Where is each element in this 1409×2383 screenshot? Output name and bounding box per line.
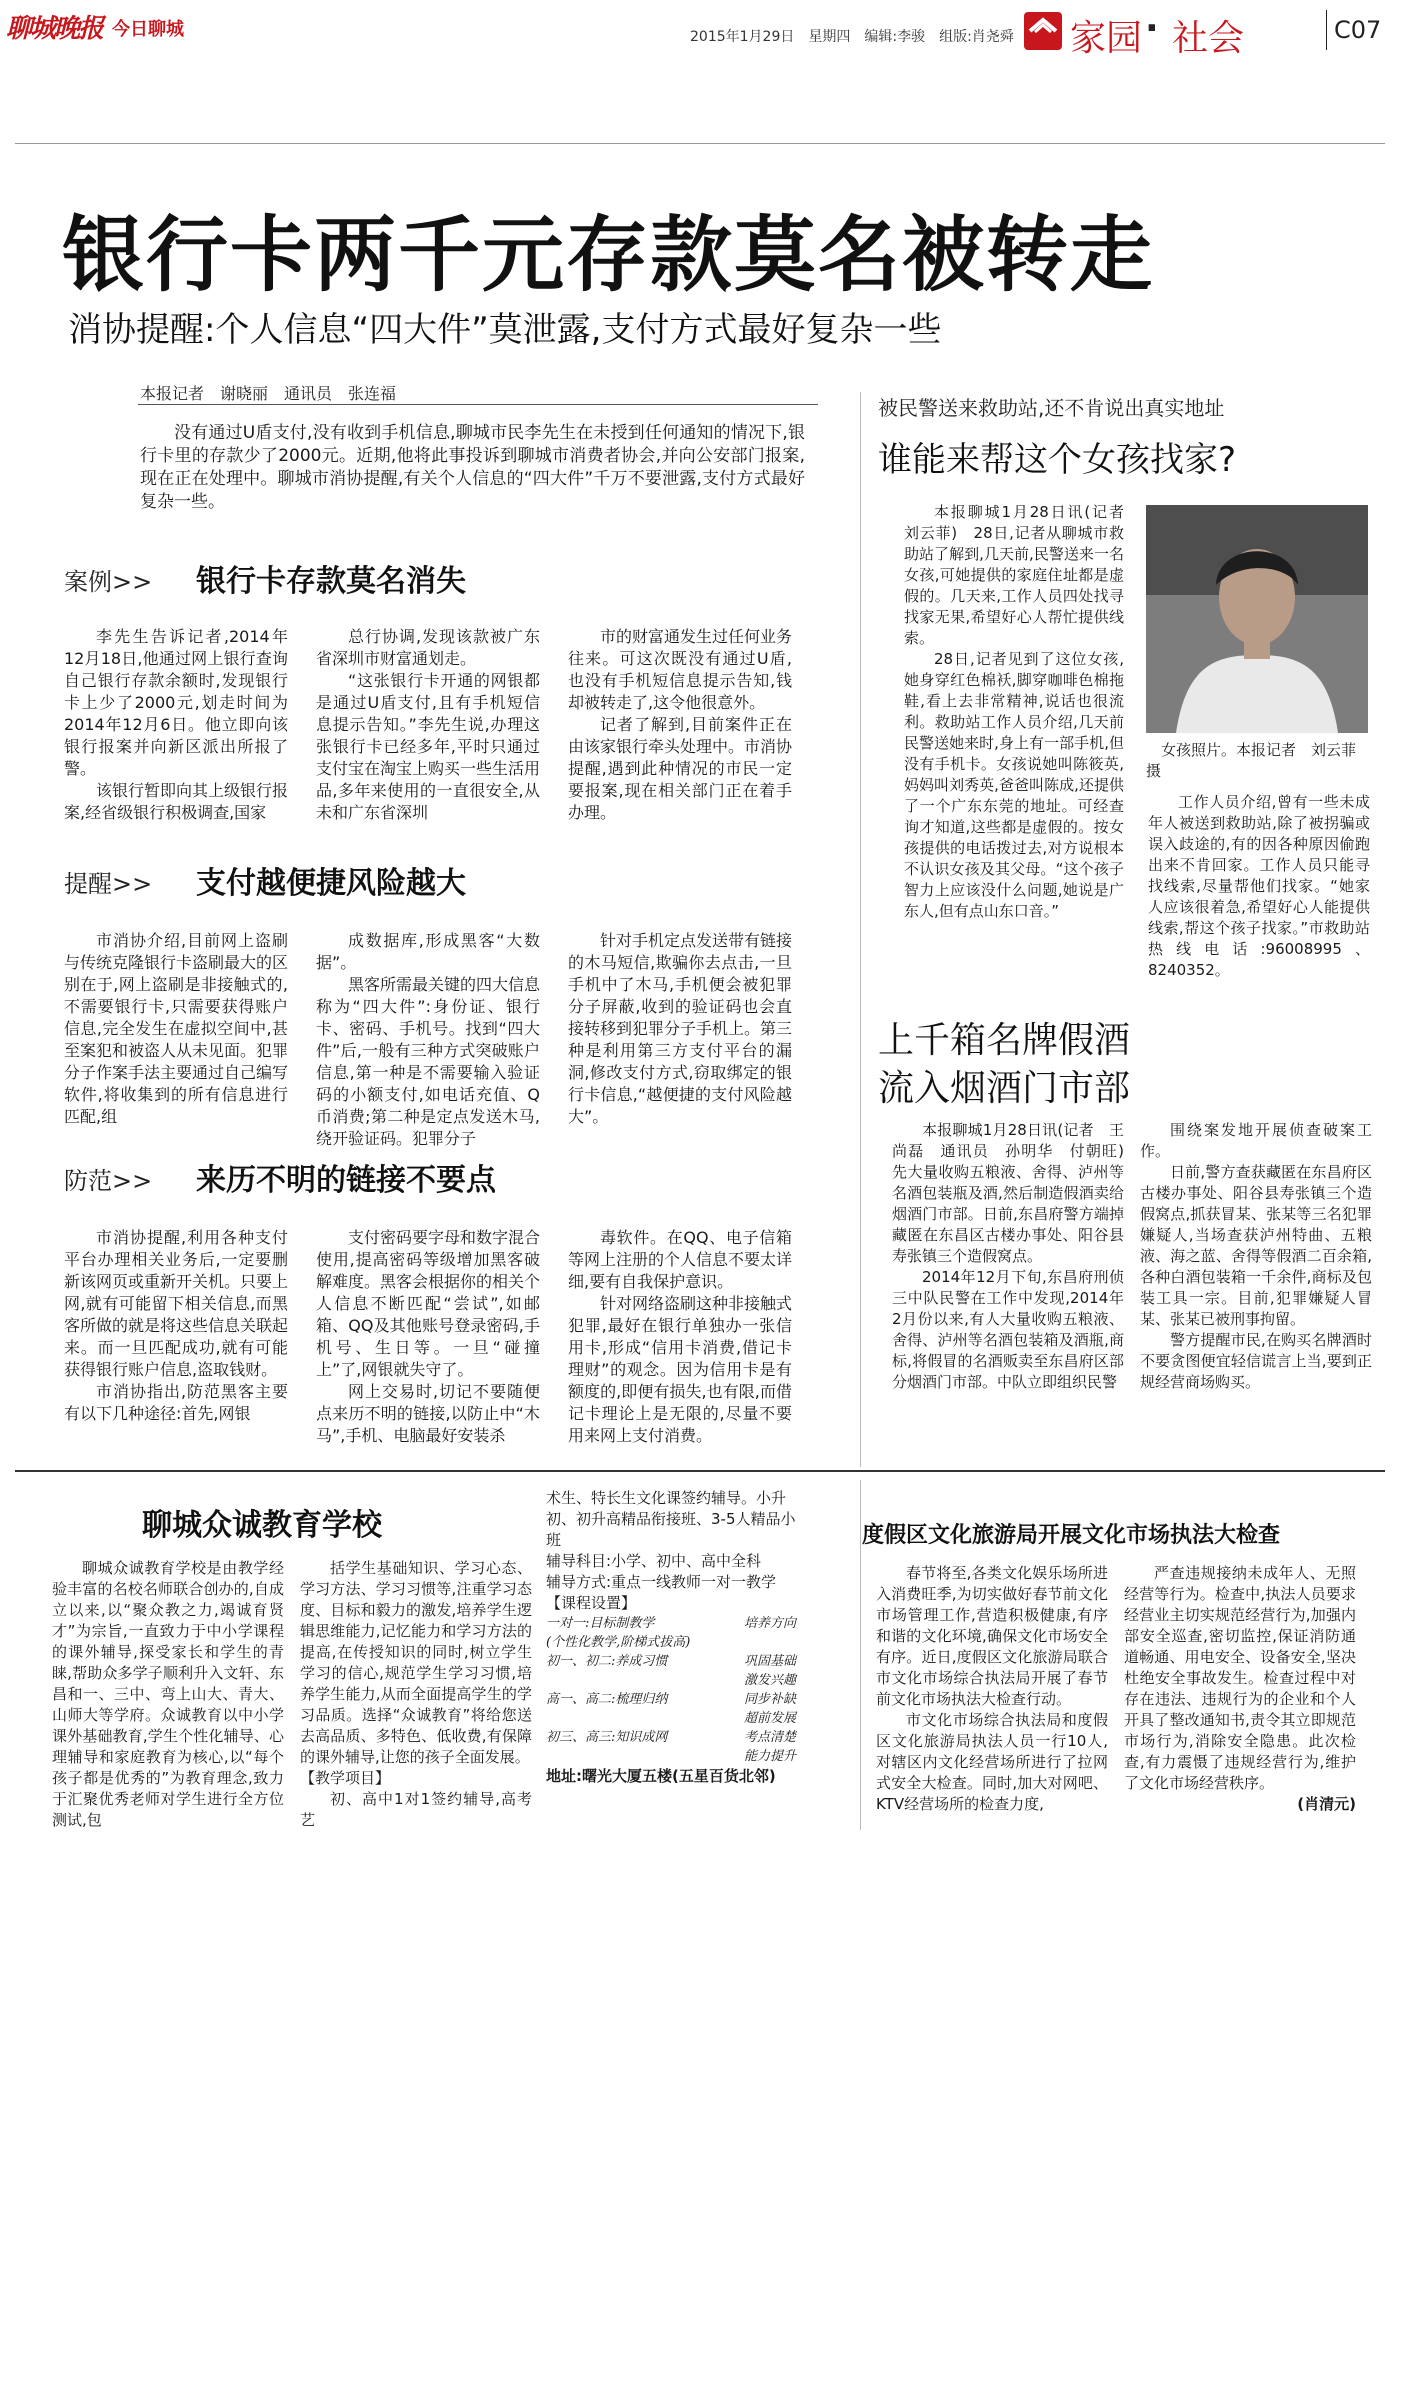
column-divider bbox=[860, 1480, 861, 1830]
newspaper-logo: 聊城晚报 bbox=[6, 14, 103, 44]
subheadline: 消协提醒:个人信息“四大件”莫泄露,支付方式最好复杂一些 bbox=[68, 310, 942, 350]
article-column bbox=[1140, 1120, 1372, 1460]
story-title: 度假区文化旅游局开展文化市场执法大检查 bbox=[862, 1523, 1281, 1548]
paragraph: 28日,记者见到了这位女孩,她身穿红色棉袄,脚穿咖啡色棉拖鞋,看上去非常精神,说话也很流利。救助站工作人员介绍,几天前民警送她来时,身上有一部手机,但没有手机卡。女孩说她叫陈筱英,妈妈叫刘秀英,爸爸叫陈成,还提供了一个广东东莞的地址。可经查询才知道,这些都是虚假的。按女孩提供的电话拨过去,对方说根本不认识女孩及其父母。“这个孩子智力上应该没什么问题,她说是广东人,但有点山东口音。” bbox=[904, 650, 1124, 920]
liquor-story bbox=[878, 1012, 1388, 1472]
page-name: 今日聊城 bbox=[112, 19, 184, 40]
course-cell: 高一、高二:梳理归纳 bbox=[546, 1692, 668, 1707]
article-column bbox=[1124, 1563, 1356, 1833]
masthead bbox=[0, 0, 1409, 60]
article-column bbox=[1148, 792, 1370, 1002]
article-column bbox=[316, 930, 541, 1148]
section-prevention bbox=[64, 1155, 864, 1485]
lead-paragraph: 没有通过U盾支付,没有收到手机信息,聊城市民李先生在未授到任何通知的情况下,银行卡里的存款少了2000元。近期,他将此事投诉到聊城市消费者协会,并向公安部门报案,现在正在处理中。聊城市消协提醒,有关个人信息的“四大件”千万不要泄露,支付方式最好复杂一些。 bbox=[140, 423, 805, 512]
article-column bbox=[568, 1227, 792, 1447]
course-cell: 激发兴趣 bbox=[743, 1673, 796, 1688]
section-label: 提醒>> bbox=[64, 870, 153, 898]
paragraph: 该银行暂即向其上级银行报案,经省级银行积极调查,国家 bbox=[64, 781, 289, 822]
article-column bbox=[64, 626, 288, 856]
course-row bbox=[546, 1728, 796, 1747]
course-cell: 一对一:目标制教学 bbox=[546, 1616, 655, 1631]
course-cell: 同步补缺 bbox=[743, 1692, 796, 1707]
culture-story bbox=[862, 1488, 1392, 1838]
paragraph: 市文化市场综合执法局和度假区文化旅游局执法人员一行10人,对辖区内文化经营场所进行了拉网式安全大检查。同时,加大对网吧、KTV经营场所的检查力度, bbox=[876, 1711, 1108, 1813]
course-row bbox=[546, 1709, 796, 1728]
section-logo-icon bbox=[1024, 12, 1062, 50]
course-cell: 超前发展 bbox=[743, 1711, 796, 1726]
paragraph: “这张银行卡开通的网银都是通过U盾支付,且有手机短信息提示告知。”李先生说,办理这张银行卡已经多年,平时只通过支付宝在淘宝上购买一些生活用品,多年来使用的一直很安全,从未和广东省深圳 bbox=[316, 671, 541, 822]
paragraph: 警方提醒市民,在购买名牌酒时不要贪图便宜轻信谎言上当,要到正规经营商场购买。 bbox=[1140, 1331, 1372, 1391]
story-title-line2: 流入烟酒门市部 bbox=[878, 1068, 1131, 1109]
section-title: 银行卡存款莫名消失 bbox=[196, 564, 466, 599]
course-cell: 能力提升 bbox=[743, 1749, 796, 1764]
section-dot: · bbox=[1145, 8, 1159, 49]
paragraph: 成数据库,形成黑客“大数据”。 bbox=[316, 931, 540, 972]
article-column bbox=[316, 626, 540, 856]
article-column bbox=[568, 626, 792, 856]
paragraph: 括学生基础知识、学习心态、学习方法、学习习惯等,注重学习态度、目标和毅力的激发,培养学生逻辑思维能力,记忆能力和学习方法的提高,在传授知识的同时,树立学生学习的信心,规范学生学习习惯,培养学生能力,从而全面提高学生的学习品质。选择“众诚教育”将给您送去高品质、多特色、低收费,有保障的课外辅导,让您的孩子全面发展。 bbox=[300, 1559, 532, 1766]
story-kicker: 被民警送来救助站,还不肯说出真实地址 bbox=[878, 396, 1225, 420]
section-title: 来历不明的链接不要点 bbox=[196, 1163, 496, 1198]
paragraph: 支付密码要字母和数字混合使用,提高密码等级增加黑客破解难度。黑客会根据你的相关个人信息不断匹配“尝试”,如邮箱、QQ及其他账号登录密码,手机号、生日等。一旦“碰撞上”了,网银就失守了。 bbox=[316, 1228, 541, 1379]
article-column bbox=[64, 930, 288, 1140]
ad-title: 聊城众诚教育学校 bbox=[142, 1508, 382, 1543]
article-column bbox=[892, 1120, 1140, 1460]
course-cell: 培养方向 bbox=[743, 1616, 796, 1631]
course-cell: 考点清楚 bbox=[743, 1730, 796, 1745]
course-cell: 巩固基础 bbox=[743, 1654, 796, 1669]
masthead-rule bbox=[15, 143, 1385, 144]
paragraph: 市的财富通发生过任何业务往来。可这次既没有通过U盾,也没有手机短信息提示告知,钱却被转走了,这令他很意外。 bbox=[568, 627, 793, 712]
author: (肖清元) bbox=[1297, 1795, 1356, 1813]
paragraph: 黑客所需最关键的四大信息称为“四大件”:身份证、银行卡、密码、手机号。找到“四大件”后,一般有三种方式突破账户信息,第一种是不需要输入验证码的小额支付,如电话充值、Q币消费;第二种是定点发送木马,绕开验证码。犯罪分子 bbox=[316, 975, 541, 1148]
paragraph: 辅导方式:重点一线教师一对一教学 bbox=[546, 1573, 777, 1591]
paragraph: 记者了解到,目前案件正在由该家银行牵头处理中。市消协提醒,遇到此种情况的市民一定要报案,现在相关部门正在着手办理。 bbox=[568, 715, 793, 822]
page-no-divider bbox=[1326, 10, 1327, 50]
course-row bbox=[546, 1652, 796, 1671]
ad-column bbox=[52, 1558, 284, 1828]
paragraph: 网上交易时,切记不要随便点来历不明的链接,以防止中“木马”,手机、电脑最好安装杀 bbox=[316, 1382, 540, 1445]
girl-photo bbox=[1146, 505, 1368, 733]
paragraph: 针对手机定点发送带有链接的木马短信,欺骗你去点击,一旦手机中了木马,手机便会被犯罪分子屏蔽,收到的验证码也会直接转移到犯罪分子手机上。第三种是利用第三方支付平台的漏洞,修改支付方式,窃取绑定的银行卡信息,“越便捷的支付风险越大”。 bbox=[568, 931, 793, 1126]
course-cell: (个性化教学,阶梯式拔高) bbox=[546, 1635, 691, 1650]
byline: 本报记者 谢晓丽 通讯员 张连福 bbox=[140, 384, 397, 403]
photo-caption: 女孩照片。本报记者 刘云菲 摄 bbox=[1146, 741, 1372, 780]
article-column bbox=[568, 930, 792, 1140]
section-label: 防范>> bbox=[64, 1167, 153, 1195]
ad-address: 地址:曙光大厦五楼(五星百货北邻) bbox=[546, 1767, 776, 1785]
section-title: 支付越便捷风险越大 bbox=[196, 866, 466, 901]
paragraph: 工作人员介绍,曾有一些未成年人被送到救助站,除了被拐骗或误入歧途的,有的因各种原因偷跑出来不肯回家。工作人员只能寻找线索,尽量帮他们找家。“她家人应该很着急,希望好心人能提供线索,帮这个孩子找家。”市救助站热线电话:96008995、8240352。 bbox=[1148, 793, 1370, 979]
column-divider bbox=[860, 392, 861, 1467]
paragraph: 【教学项目】 bbox=[300, 1769, 391, 1787]
ad-column bbox=[300, 1558, 532, 1828]
article-column bbox=[316, 1227, 540, 1447]
article-column bbox=[904, 502, 1140, 987]
portrait-image bbox=[1146, 505, 1368, 733]
section-case bbox=[64, 556, 864, 886]
paragraph: 本报聊城1月28日讯(记者 王尚磊 通讯员 孙明华 付朝旺) 先大量收购五粮液、舍得、泸州等名酒包装瓶及酒,然后制造假酒卖给烟酒门市部。日前,东昌府警方端掉藏匿在东昌区古楼办事处、阳谷县寿张镇三个造假窝点。 bbox=[892, 1121, 1140, 1265]
paragraph: 【课程设置】 bbox=[546, 1594, 637, 1612]
paragraph: 术生、特长生文化课签约辅导。小升初、初升高精品衔接班、3-5人精品小班 bbox=[546, 1489, 796, 1549]
paragraph: 聊城众诚教育学校是由教学经验丰富的名校名师联合创办的,自成立以来,以“聚众教之力,竭诚育贤才”为宗旨,一直致力于中小学课程的课外辅导,探受家长和学生的青睐,帮助众多学子顺利升入文轩、东昌和一、三中、弯上山大、青大、山师大等学府。众诚教育以中小学课外基础教育,学生个性化辅导、心理辅导和家庭教育为核心,以“每个孩子都是优秀的”为教育理念,致力于汇聚优秀老师对学生进行全方位测试,包 bbox=[52, 1559, 284, 1829]
course-row bbox=[546, 1671, 796, 1690]
paragraph: 辅导科目:小学、初中、高中全科 bbox=[546, 1552, 762, 1570]
article-column bbox=[876, 1563, 1108, 1833]
paragraph: 初、高中1对1签约辅导,高考艺 bbox=[300, 1790, 532, 1829]
section-home: 家园 bbox=[1070, 18, 1143, 59]
paragraph: 日前,警方查获藏匿在东昌府区古楼办事处、阳谷县寿张镇三个造假窝点,抓获冒某、张某等三名犯罪嫌疑人,当场查获泸州特曲、五粮液、海之蓝、舍得等假酒二百余箱,各种白酒包装箱一千余件,商标及包装工具一宗。目前,犯罪嫌疑人冒某、张某已被刑事拘留。 bbox=[1140, 1163, 1372, 1328]
paragraph: 围绕案发地开展侦查破案工作。 bbox=[1140, 1121, 1372, 1160]
ad-column bbox=[546, 1488, 796, 1828]
paragraph: 市消协指出,防范黑客主要有以下几种途径:首先,网银 bbox=[64, 1382, 288, 1423]
paragraph: 春节将至,各类文化娱乐场所进入消费旺季,为切实做好春节前文化市场管理工作,营造积极健康,有序和谐的文化环境,确保文化市场安全有序。近日,度假区文化旅游局联合市文化市场综合执法局开展了春节前文化市场执法大检查行动。 bbox=[876, 1564, 1108, 1708]
section-reminder bbox=[64, 858, 864, 1148]
byline-rule bbox=[138, 404, 818, 405]
paragraph: 李先生告诉记者,2014年12月18日,他通过网上银行查询自己银行存款余额时,发现银行卡上少了2000元,划走时间为2014年12月6日。他立即向该银行报案并向新区派出所报了警。 bbox=[64, 627, 288, 778]
headline: 银行卡两千元存款莫名被转走 bbox=[62, 208, 1155, 303]
course-row bbox=[546, 1747, 796, 1766]
course-table bbox=[546, 1614, 796, 1766]
story-title: 谁能来帮这个女孩找家? bbox=[878, 440, 1237, 480]
section-rule bbox=[15, 1470, 1385, 1472]
paragraph: 市消协介绍,目前网上盗刷与传统克隆银行卡盗刷最大的区别在于,网上盗刷是非接触式的,不需要银行卡,只需要获得账户信息,完全发生在虚拟空间中,甚至案犯和被盗人从未见面。犯罪分子作案手法主要通过自己编写软件,将收集到的所有信息进行匹配,组 bbox=[64, 931, 289, 1126]
course-row bbox=[546, 1633, 796, 1652]
paragraph: 本报聊城1月28日讯(记者 刘云菲) 28日,记者从聊城市救助站了解到,几天前,民警送来一名女孩,可她提供的家庭住址都是虚假的。几天来,工作人员四处找寻找家无果,希望好心人帮忙提供线索。 bbox=[904, 503, 1140, 647]
page-number: C07 bbox=[1334, 16, 1382, 44]
article-column bbox=[64, 1227, 288, 1447]
paragraph: 严查违规接纳未成年人、无照经营等行为。检查中,执法人员要求经营业主切实规范经营行为,加强内部安全巡查,密切监控,保证消防通道畅通、用电安全、设备安全,坚决杜绝安全事故发生。检查过程中对存在违法、违规行为的企业和个人开具了整改通知书,责令其立即规范市场行为,消除安全隐患。此次检查,有力震慑了违规经营行为,维护了文化市场经营秩序。 bbox=[1124, 1564, 1356, 1792]
course-row bbox=[546, 1690, 796, 1709]
paragraph: 针对网络盗刷这种非接触式犯罪,最好在银行单独办一张信用卡,形成“信用卡消费,借记卡理财”的观念。因为信用卡是有额度的,即便有损失,也有限,而借记卡理论上是无限的,尽量不要用来网上支付消费。 bbox=[568, 1294, 793, 1445]
section-label: 案例>> bbox=[64, 568, 153, 596]
issue-meta: 2015年1月29日 星期四 编辑:李骏 组版:肖尧舜 bbox=[690, 29, 1014, 45]
story-title-line1: 上千箱名牌假酒 bbox=[878, 1020, 1131, 1061]
paragraph: 总行协调,发现该款被广东省深圳市财富通划走。 bbox=[316, 627, 540, 668]
course-row bbox=[546, 1614, 796, 1633]
section-society: 社会 bbox=[1172, 18, 1245, 59]
school-ad bbox=[52, 1488, 862, 1838]
girl-story bbox=[878, 392, 1388, 1012]
paragraph: 市消协提醒,利用各种支付平台办理相关业务后,一定要删新该网页或重新开关机。只要上网,就有可能留下相关信息,而黑客所做的就是将这些信息关联起来。而一旦匹配成功,就有可能获得银行账户信息,盗取钱财。 bbox=[64, 1228, 289, 1379]
paragraph: 毒软件。在QQ、电子信箱等网上注册的个人信息不要太详细,要有自我保护意识。 bbox=[568, 1228, 793, 1291]
course-cell: 初三、高三:知识成网 bbox=[546, 1730, 668, 1745]
course-cell: 初一、初二:养成习惯 bbox=[546, 1654, 668, 1669]
paragraph: 2014年12月下旬,东昌府刑侦三中队民警在工作中发现,2014年2月份以来,有人大量收购五粮液、舍得、泸州等名酒包装箱及酒瓶,商标,将假冒的名酒贩卖至东昌府区部分烟酒门市部。中队立即组织民警 bbox=[892, 1268, 1124, 1391]
